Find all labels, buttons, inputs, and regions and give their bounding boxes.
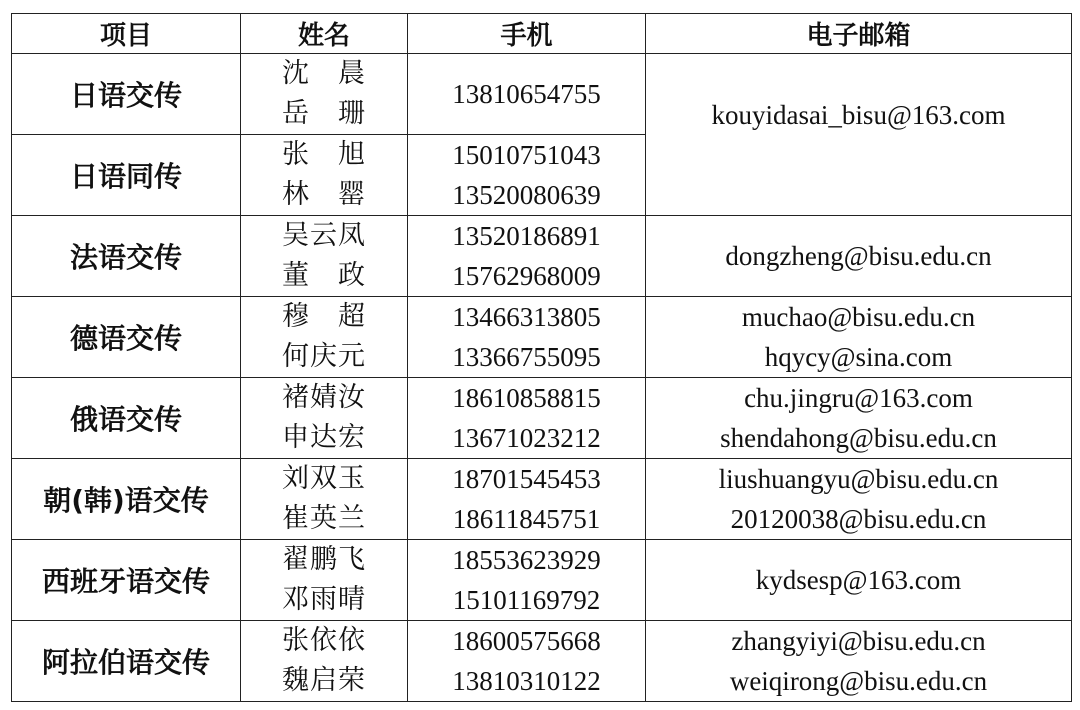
phone-number: 15101169792 [452,585,601,615]
project-cell: 阿拉伯语交传 [12,621,241,702]
phones-cell [408,54,646,135]
phone-number: 15010751043 [452,140,601,170]
person-name: 岳 珊 [282,98,366,129]
person-name: 崔英兰 [282,503,366,534]
emails-cell [646,297,1072,378]
email-address: kouyidasai_bisu@163.com [711,99,1006,130]
phone-number: 13366755095 [452,342,601,372]
project-cell: 西班牙语交传 [12,540,241,621]
emails-cell [646,621,1072,702]
phone-number: 18610858815 [452,383,601,413]
phone-number: 13520080639 [452,180,601,210]
phones-cell [408,459,646,540]
project-cell: 法语交传 [12,216,241,297]
table-row [12,216,1072,297]
email-address: weiqirong@bisu.edu.cn [729,666,988,696]
header-phone: 手机 [408,14,646,54]
table-row [12,459,1072,540]
emails-cell [646,216,1072,297]
phone-number: 18553623929 [452,545,601,575]
phone-number: 13466313805 [452,302,601,332]
email-address: hqycy@sina.com [764,342,953,372]
table-row [12,621,1072,702]
emails-cell [646,540,1072,621]
header-project: 项目 [12,14,241,54]
person-name: 魏启荣 [282,665,366,696]
person-name: 董 政 [282,260,366,291]
phone-number: 18600575668 [452,626,601,656]
phones-cell [408,216,646,297]
names-cell [241,216,408,297]
email-address: liushuangyu@bisu.edu.cn [718,464,999,494]
header-email: 电子邮箱 [646,14,1072,54]
person-name: 穆 超 [282,301,366,332]
project-cell: 德语交传 [12,297,241,378]
names-cell [241,459,408,540]
email-address: muchao@bisu.edu.cn [741,302,976,332]
table-row [12,540,1072,621]
person-name: 翟鹏飞 [282,544,366,575]
emails-cell [646,54,1072,216]
emails-cell [646,378,1072,459]
project-cell: 朝(韩)语交传 [12,459,241,540]
email-address: 20120038@bisu.edu.cn [730,504,987,534]
person-name: 褚婧汝 [282,382,366,413]
header-row [12,14,1072,54]
contact-table [11,13,1072,702]
names-cell [241,378,408,459]
person-name: 申达宏 [282,422,366,453]
table-row [12,54,1072,135]
phones-cell [408,378,646,459]
project-cell: 俄语交传 [12,378,241,459]
phone-number: 18701545453 [452,464,601,494]
person-name: 林 罂 [282,179,366,210]
project-cell: 日语交传 [12,54,241,135]
phone-number: 13810310122 [452,666,601,696]
phones-cell [408,297,646,378]
names-cell [241,54,408,135]
names-cell [241,135,408,216]
names-cell [241,621,408,702]
header-name: 姓名 [241,14,408,54]
table-row [12,378,1072,459]
names-cell [241,297,408,378]
person-name: 吴云凤 [282,220,366,251]
emails-cell [646,459,1072,540]
project-cell: 日语同传 [12,135,241,216]
phone-number: 18611845751 [452,504,601,534]
phones-cell [408,135,646,216]
person-name: 沈 晨 [282,58,366,89]
table-row [12,297,1072,378]
person-name: 刘双玉 [282,463,366,494]
email-address: shendahong@bisu.edu.cn [720,423,997,453]
phone-number: 13671023212 [452,423,601,453]
email-address: kydsesp@163.com [755,565,962,595]
phone-number: 13520186891 [452,221,601,251]
person-name: 邓雨晴 [282,584,366,615]
phones-cell [408,621,646,702]
phone-number: 13810654755 [452,79,601,109]
email-address: zhangyiyi@bisu.edu.cn [731,626,986,656]
person-name: 张依依 [282,625,366,656]
email-address: dongzheng@bisu.edu.cn [725,241,992,271]
phones-cell [408,540,646,621]
names-cell [241,540,408,621]
email-address: chu.jingru@163.com [744,383,973,413]
phone-number: 15762968009 [452,261,601,291]
person-name: 何庆元 [282,341,366,372]
person-name: 张 旭 [282,139,366,170]
